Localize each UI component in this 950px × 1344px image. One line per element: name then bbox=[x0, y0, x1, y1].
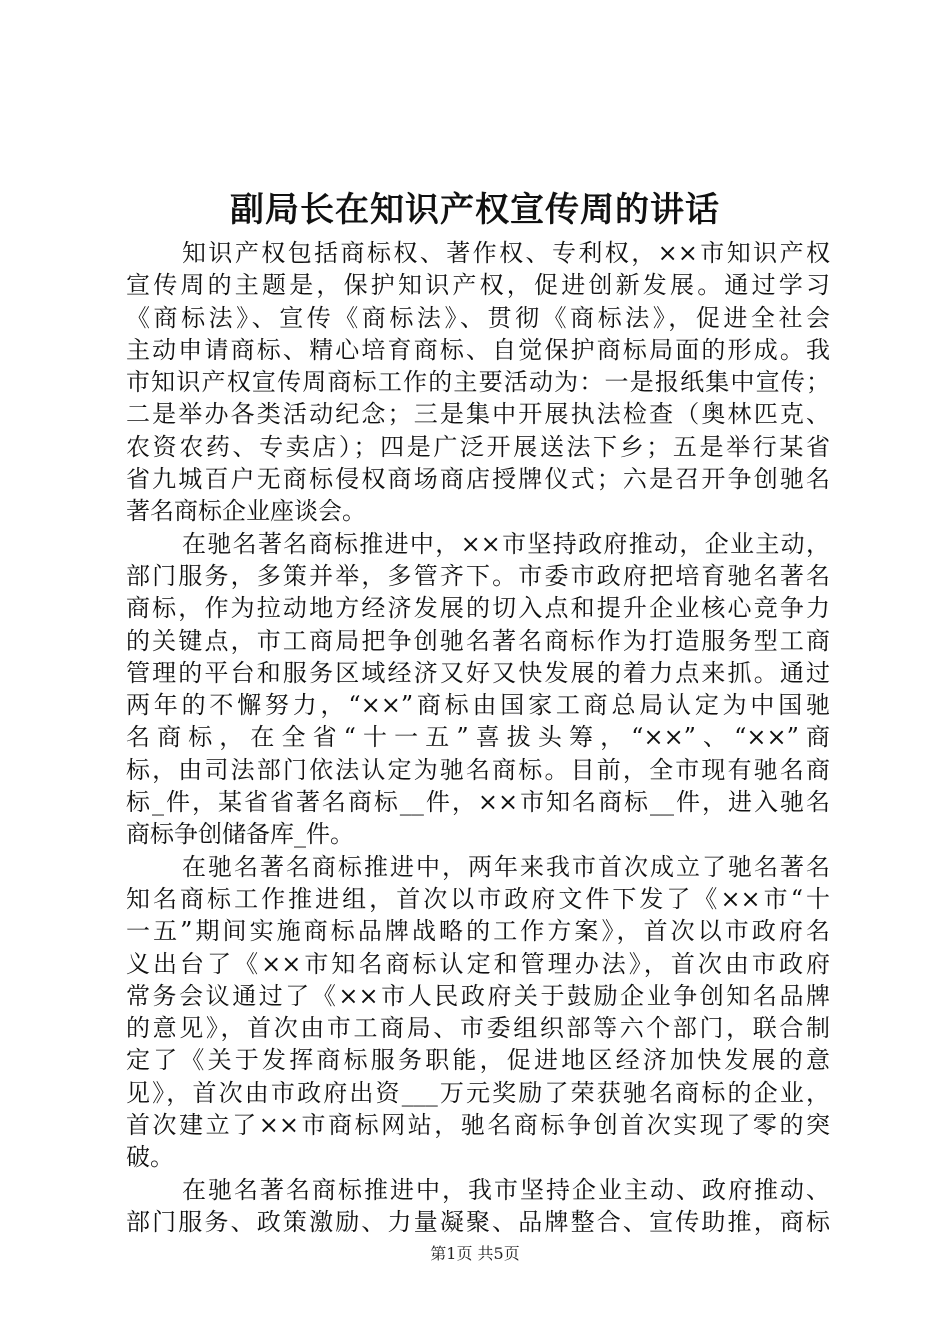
text-line: 商标争创储备库_件。 bbox=[126, 820, 354, 849]
text-line: 定了《关于发挥商标服务职能，促进地区经济加快发展的意 bbox=[126, 1046, 830, 1075]
text-line: 部门服务、政策激励、力量凝聚、品牌整合、宣传助推，商标 bbox=[126, 1207, 830, 1236]
text-line: 《商标法》、宣传《商标法》、贯彻《商标法》，促进全社会 bbox=[126, 303, 830, 332]
text-line: 知名商标工作推进组，首次以市政府文件下发了《××市“十 bbox=[126, 884, 830, 913]
text-line: 管理的平台和服务区域经济又好又快发展的着力点来抓。通过 bbox=[126, 658, 830, 687]
text-line: 常务会议通过了《××市人民政府关于鼓励企业争创知名品牌 bbox=[126, 981, 830, 1010]
text-line: 标_件，某省省著名商标__件，××市知名商标__件，进入驰名 bbox=[126, 788, 830, 817]
text-line: 在驰名著名商标推进中，我市坚持企业主动、政府推动、 bbox=[182, 1175, 830, 1204]
text-line: 二是举办各类活动纪念；三是集中开展执法检查（奥林匹克、 bbox=[126, 400, 830, 429]
text-line: 部门服务，多策并举，多管齐下。市委市政府把培育驰名著名 bbox=[126, 561, 830, 590]
text-line: 主动申请商标、精心培育商标、自觉保护商标局面的形成。我 bbox=[126, 335, 830, 364]
text-line: 商标，作为拉动地方经济发展的切入点和提升企业核心竞争力 bbox=[126, 594, 830, 623]
text-line: 宣传周的主题是，保护知识产权，促进创新发展。通过学习 bbox=[126, 271, 830, 300]
text-line: 义出台了《××市知名商标认定和管理办法》，首次由市政府 bbox=[126, 949, 830, 978]
text-line: 的关键点，市工商局把争创驰名著名商标作为打造服务型工商 bbox=[126, 626, 830, 655]
text-line: 一五”期间实施商标品牌战略的工作方案》，首次以市政府名 bbox=[126, 917, 830, 946]
text-line: 市知识产权宣传周商标工作的主要活动为：一是报纸集中宣传； bbox=[126, 368, 830, 397]
text-line: 破。 bbox=[126, 1143, 174, 1172]
document-body bbox=[126, 237, 830, 1238]
text-line: 的意见》，首次由市工商局、市委组织部等六个部门，联合制 bbox=[126, 1014, 830, 1043]
text-line: 知识产权包括商标权、著作权、专利权，××市知识产权 bbox=[182, 239, 830, 267]
text-line: 在驰名著名商标推进中，两年来我市首次成立了驰名著名 bbox=[182, 852, 830, 881]
text-line: 农资农药、专卖店）；四是广泛开展送法下乡；五是举行某省 bbox=[126, 432, 830, 461]
text-line: 标，由司法部门依法认定为驰名商标。目前，全市现有驰名商 bbox=[126, 755, 830, 784]
text-line: 见》，首次由市政府出资___万元奖励了荣获驰名商标的企业， bbox=[126, 1078, 830, 1107]
text-line: 在驰名著名商标推进中，××市坚持政府推动，企业主动， bbox=[182, 529, 830, 558]
document-title: 副局长在知识产权宣传周的讲话 bbox=[230, 190, 720, 230]
text-line: 名商标，在全省“十一五”喜拔头筹，“××”、“××”商 bbox=[126, 723, 830, 752]
text-line: 首次建立了××市商标网站，驰名商标争创首次实现了零的突 bbox=[126, 1111, 830, 1140]
page-footer: 第1页 共5页 bbox=[430, 1244, 520, 1263]
text-line: 省九城百户无商标侵权商场商店授牌仪式；六是召开争创驰名 bbox=[126, 465, 830, 494]
text-line: 两年的不懈努力，“××”商标由国家工商总局认定为中国驰 bbox=[126, 691, 830, 720]
text-line: 著名商标企业座谈会。 bbox=[126, 497, 366, 526]
